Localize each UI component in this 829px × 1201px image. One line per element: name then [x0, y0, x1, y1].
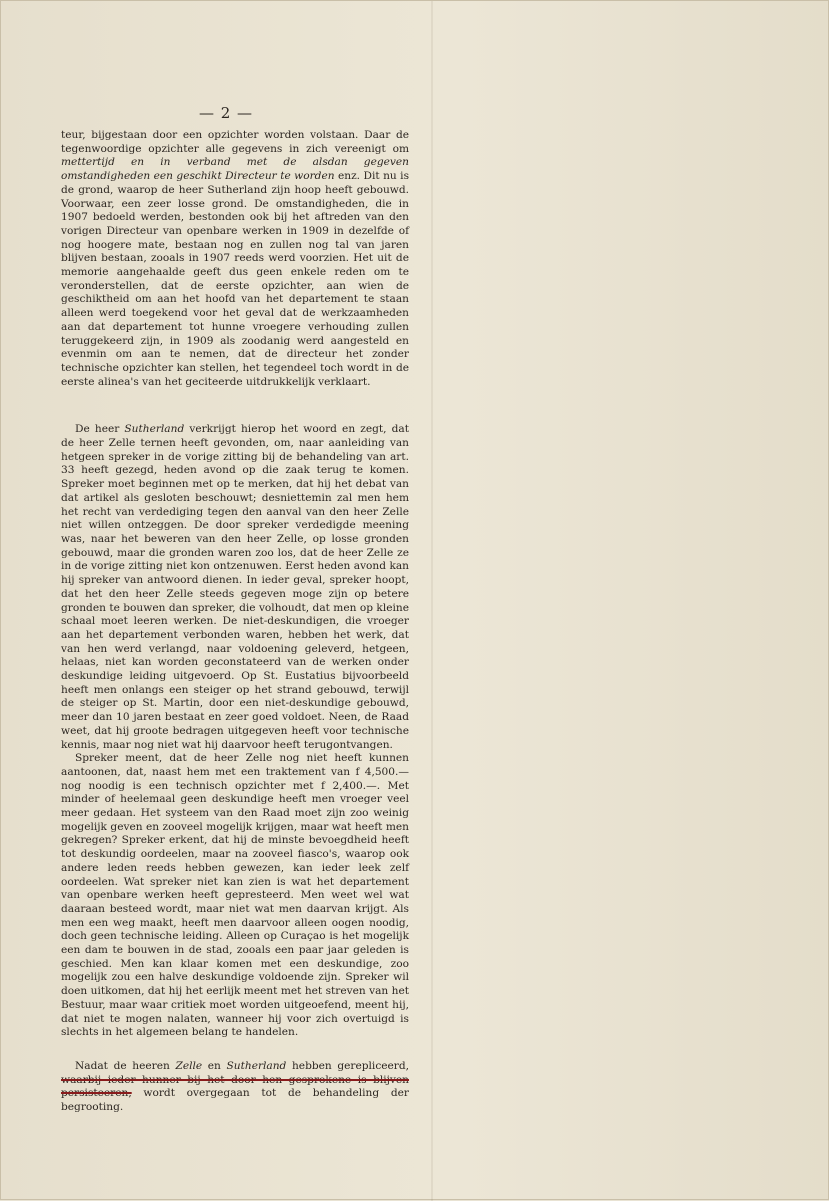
- paragraph-4-mid: en: [202, 1060, 227, 1072]
- paragraph-4-lead: Nadat de heeren: [75, 1060, 176, 1072]
- paragraph-2-body: verkrijgt hierop het woord en zegt, dat de heer Zelle ternen heeft gevonden, om, naar aanleiding van hetgeen spreker in de vorige zitting bij de behandeling van art. 33 heeft gezegd, heden avond op die zaak terug te komen. Spreker moet beginnen met op te merken, dat hij het debat van dat artikel als gesloten beschouwt; desniettemin zal men hem het recht van verdediging tegen den aanval van den heer Zelle niet willen ontzeggen. De door spreker verdedigde meening was, naar het beweren van den heer Zelle, op losse gronden gebouwd, maar die gronden waren zoo los, dat de heer Zelle ze in de vorige zitting niet kon ontzenuwen. Eerst heden avond kan hij spreker van antwoord dienen. In ieder geval, spreker hoopt, dat het den heer Zelle steeds gegeven moge zijn op betere gronden te bouwen dan spreker, die volhoudt, dat men op kleine schaal moet leeren werken. De niet-deskundigen, die vroeger aan het departement verbonden waren, hebben het werk, dat van hen werd verlangd, naar voldoening geleverd, hetgeen, helaas, niet kan worden geconstateerd van de werken onder deskundige leiding uitgevoerd. Op St. Eustatius bijvoorbeeld heeft men onlangs een steiger op het strand gebouwd, terwijl de steiger op St. Martin, door een niet-deskundige gebouwd, meer dan 10 jaren bestaat en zeer goed voldoet. Neen, de Raad weet, dat hij groote bedragen uitgegeven heeft voor technische kennis, maar nog niet wat hij daarvoor heeft terugontvangen.: [61, 423, 409, 751]
- struck-through-text: waarbij ieder hunner bij het door hen gesprokene is blijven persisteeren,: [61, 1073, 409, 1100]
- speaker-name-zelle: Zelle: [175, 1060, 203, 1072]
- paragraph-2-lead: De heer: [75, 423, 125, 436]
- paragraph-1-part-a: teur, bijgestaan door een opzichter worden volstaan. Daar de tegenwoordige opzichter alle gegevens in zich vereenigt om: [61, 129, 409, 155]
- speaker-name-sutherland-2: Sutherland: [226, 1060, 287, 1072]
- paragraph-3: Spreker meent, dat de heer Zelle nog niet heeft kunnen aantoonen, dat, naast hem met een traktement van f 4,500.— nog noodig is een technisch opzichter met f 2,400.—. Met minder of heelemaal geen deskundige heeft men vroeger veel meer gedaan. Het systeem van den Raad moet zijn zoo weinig mogelijk geven en zooveel mogelijk krijgen, maar wat heeft men gekregen? Spreker erkent, dat hij de minste bevoegdheid heeft tot deskundig oordeelen, maar na zooveel fiasco's, waarop ook andere leden reeds hebben gewezen, kan ieder leek zelf oordeelen. Wat spreker niet kan zien is wat het departement van openbare werken heeft gepresteerd. Men weet wel wat daaraan besteed wordt, maar niet wat men daarvan krijgt. Als men een weg maakt, heeft men daarvoor alleen oogen noodig, doch geen technische leiding. Alleen op Curaçao is het mogelijk een dam te bouwen in de stad, zooals een paar jaar geleden is geschied. Men kan klaar komen met een deskundige, zoo mogelijk zou een halve deskundige voldoende zijn. Spreker wil doen uitkomen, dat hij het eerlijk meent met het streven van het Bestuur, maar waar critiek moet worden uitgeoefend, meent hij, dat niet te mogen nalaten, wanneer hij voor zich overtuigd is slechts in het algemeen belang te handelen.: [61, 752, 409, 1039]
- speaker-name-sutherland: Sutherland: [124, 423, 185, 436]
- paragraph-1: [61, 129, 409, 389]
- page-number: — 2 —: [198, 104, 254, 122]
- paragraph-4-end: wordt overgegaan tot de behandeling der begrooting.: [61, 1087, 409, 1114]
- paragraph-4: [61, 1060, 409, 1115]
- paragraph-1-italic: mettertijd en in verband met de alsdan gegeven omstandigheden een geschikt Directeur te worden: [61, 156, 409, 183]
- page-fold-shadow: [431, 1, 433, 1201]
- paragraph-4-after-names: hebben gerepliceerd,: [286, 1060, 410, 1072]
- paragraph-2: [61, 423, 409, 752]
- text-column: [61, 129, 409, 1115]
- paragraph-1-part-b: enz. Dit nu is de grond, waarop de heer Sutherland zijn hoop heeft gebouwd. Voorwaar, een zeer losse grond. De omstandigheden, die in 1907 bedoeld werden, bestonden ook bij het aftreden van den vorigen Directeur van openbare werken in 1909 in dezelfde of nog hoogere mate, bestaan nog en zullen nog tal van jaren blijven bestaan, zooals in 1907 reeds werd voorzien. Het uit de memorie aangehaalde geeft dus geen enkele reden om te veronderstellen, dat de eerste opzichter, aan wien de geschiktheid om aan het hoofd van het departement te staan alleen werd toegekend voor het geval dat de werkzaamheden aan dat departement tot hunne vroegere verhouding zullen teruggekeerd zijn, in 1909 als zoodanig werd aangesteld en evenmin om aan te nemen, dat de directeur het zonder technische opzichter kan stellen, het tegendeel toch wordt in de eerste alinea's van het geciteerde uitdrukkelijk verklaart.: [61, 170, 410, 388]
